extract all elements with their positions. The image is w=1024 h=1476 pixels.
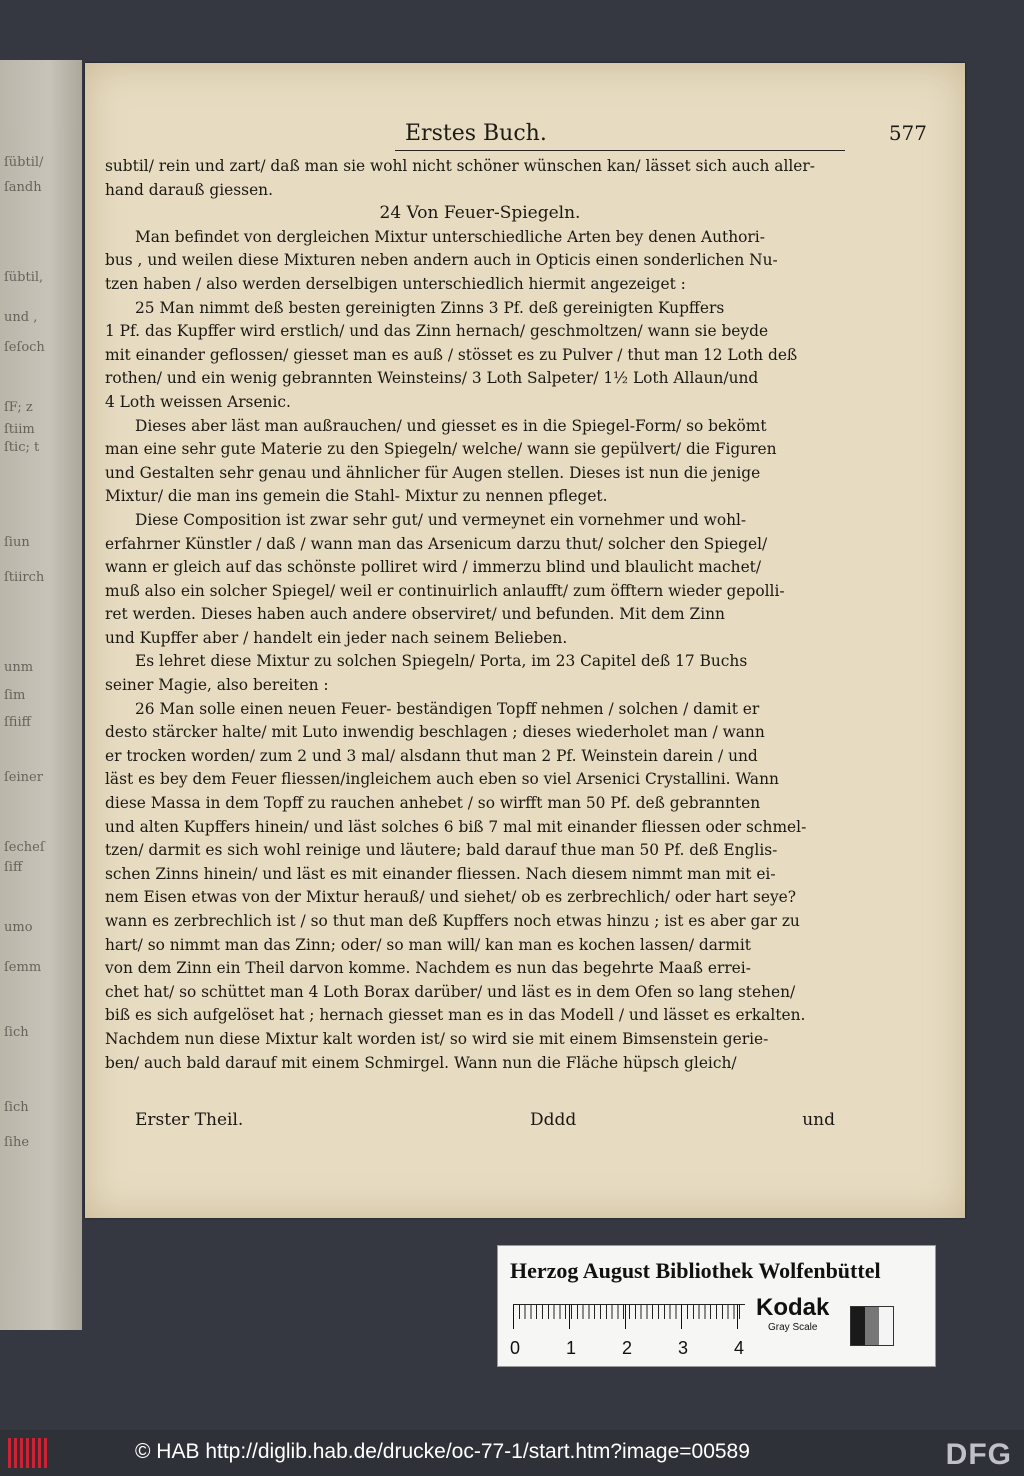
text-line: er trocken worden/ zum 2 und 3 mal/ alsdann thut man 2 Pf. Weinstein darein / und	[105, 746, 758, 765]
gray-scale-label: Gray Scale	[768, 1322, 818, 1333]
text-line: subtil/ rein und zart/ daß man sie wohl nicht schöner wünschen kan/ lässet sich auch aller-	[105, 157, 815, 175]
text-line: man eine sehr gute Materie zu den Spiegeln/ welche/ wann sie gepülvert/ die Figuren	[105, 440, 777, 459]
viewer-footer	[0, 1430, 1024, 1476]
text-line: und alten Kupffers hinein/ und läst solches 6 biß 7 mal mit einander fliessen oder schmel-	[105, 817, 807, 836]
text-line: 26 Man solle einen neuen Feuer- beständigen Topff nehmen / solchen / damit er	[135, 699, 760, 718]
library-label	[497, 1245, 936, 1367]
text-line: schen Zinns hinein/ und läst es mit einander fliessen. Nach diesem nimmt man mit ei-	[105, 864, 776, 883]
running-title: Erstes Buch.	[405, 121, 547, 146]
text-line: ret werden. Dieses haben auch andere observiret/ und befunden. Mit dem Zinn	[105, 605, 725, 624]
text-line: wann er gleich auf das schönste polliret wird / immerzu blind und blaulicht machet/	[105, 558, 762, 577]
text-line: mit einander geflossen/ giesset man es auß / stösset es zu Pulver / thut man 12 Loth deß	[105, 345, 798, 364]
text-line: hart/ so nimmt man das Zinn; oder/ so man will/ kan man es kochen lassen/ darmit	[105, 935, 751, 954]
source-link[interactable]: © HAB http://diglib.hab.de/drucke/oc-77-1/start.htm?image=00589	[135, 1440, 750, 1463]
book-page	[85, 63, 965, 1218]
section-heading: 24 Von Feuer-Spiegeln.	[379, 203, 581, 224]
text-line: 25 Man nimmt deß besten gereinigten Zinns 3 Pf. deß gereinigten Kupffers	[135, 298, 725, 317]
text-line: Man befindet von dergleichen Mixtur unterschiedliche Arten bey denen Authori-	[135, 227, 765, 246]
text-line: Nachdem nun diese Mixtur kalt worden ist/ so wird sie mit einem Bimsenstein gerie-	[105, 1029, 769, 1048]
text-line: hand darauß giessen.	[105, 180, 273, 199]
gray-patch	[879, 1307, 893, 1345]
text-line: und Kupffer aber / handelt ein jeder nach seinem Belieben.	[105, 628, 568, 647]
signature-mark: Dddd	[530, 1110, 577, 1130]
text-line: und Gestalten sehr genau und ähnlicher für Augen stellen. Dieses ist nun die jenige	[105, 463, 761, 482]
text-line: erfahrner Künstler / daß / wann man das Arsenicum darzu thut/ solcher den Spiegel/	[105, 534, 768, 553]
catchline	[135, 1110, 835, 1136]
scale-ruler	[513, 1304, 745, 1335]
ruler-number: 2	[622, 1338, 633, 1358]
text-line: läst es bey dem Feuer fliessen/ingleichem auch eben so viel Arsenici Crystallini. Wann	[105, 770, 779, 789]
page-number: 577	[888, 121, 927, 145]
previous-page-edge: ſübtil/ ſandh ſübtil, und , ſeſoch ſF; z ſtiim ſtic; t ſiun ſtiirch unm ſim ſfiiff ſeiner ſecheſ ſiff umo ſemm ſich ſich ſihe	[0, 60, 82, 1330]
hab-logo-icon	[8, 1438, 48, 1468]
text-line: wann es zerbrechlich ist / so thut man deß Kupffers noch etwas hinzu ; ist es aber gar zu	[105, 912, 800, 930]
text-line: von dem Zinn ein Theil darvon komme. Nachdem es nun das begehrte Maaß errei-	[105, 959, 751, 978]
text-line: bus , und weilen diese Mixturen neben andern auch in Opticis einen sonderlichen Nu-	[105, 251, 778, 270]
page-header	[105, 121, 945, 151]
text-line: nem Eisen etwas von der Mixtur herauß/ und siehet/ ob es zerbrechlich/ oder hart seye?	[105, 888, 797, 907]
text-line: rothen/ und ein wenig gebrannten Weinsteins/ 3 Loth Salpeter/ 1½ Loth Allaun/und	[105, 369, 759, 388]
ruler-number: 4	[734, 1338, 745, 1358]
text-line: biß es sich aufgelöset hat ; hernach giesset man es in das Modell / und lässet es erkalten.	[105, 1006, 806, 1025]
text-line: Mixtur/ die man ins gemein die Stahl- Mixtur zu nennen pfleget.	[105, 487, 608, 506]
text-line: chet hat/ so schüttet man 4 Loth Borax darüber/ und läst es in dem Ofen so lang stehen/	[105, 982, 796, 1001]
text-line: tzen/ darmit es sich wohl reinige und läutere; bald darauf thue man 50 Pf. deß Englis-	[105, 841, 778, 860]
text-line: desto stärcker halte/ mit Luto inwendig beschlagen ; dieses wiederholet man / wann	[105, 723, 765, 742]
volume-note: Erster Theil.	[135, 1110, 244, 1130]
text-line: ben/ auch bald darauf mit einem Schmirgel. Wann nun die Fläche hüpsch gleich/	[105, 1053, 737, 1072]
text-line: 4 Loth weissen Arsenic.	[105, 392, 291, 411]
text-line: diese Massa in dem Topff zu rauchen anhebet / so wirfft man 50 Pf. deß gebrannten	[105, 794, 761, 813]
catchword: und	[802, 1110, 835, 1130]
ruler-number: 3	[678, 1338, 689, 1358]
library-name: Herzog August Bibliothek Wolfenbüttel	[510, 1258, 881, 1283]
ruler-number: 0	[510, 1338, 521, 1358]
ruler-number: 1	[566, 1338, 577, 1358]
text-line: Es lehret diese Mixtur zu solchen Spiegeln/ Porta, im 23 Capitel deß 17 Buchs	[135, 652, 748, 671]
gray-patch	[865, 1307, 879, 1345]
text-line: Diese Composition ist zwar sehr gut/ und vermeynet ein vornehmer und wohl-	[135, 510, 747, 529]
gray-patch	[851, 1307, 865, 1345]
dfg-logo: DFG	[945, 1438, 1012, 1471]
text-line: Dieses aber läst man außrauchen/ und giesset es in die Spiegel-Form/ so bekömt	[135, 416, 767, 435]
text-line: 1 Pf. das Kupffer wird erstlich/ und das Zinn hernach/ geschmoltzen/ wann sie beyde	[105, 322, 769, 341]
text-line: tzen haben / also werden derselbigen unterschiedlich hiermit angezeiget :	[105, 274, 686, 293]
text-line: muß also ein solcher Spiegel/ weil er continuirlich anlaufft/ zum öfftern wieder gepolli-	[105, 581, 785, 600]
gray-scale-patches	[850, 1306, 894, 1346]
text-block	[105, 155, 855, 1075]
kodak-logo: Kodak	[756, 1294, 830, 1321]
header-rule	[395, 150, 845, 151]
text-line: seiner Magie, also bereiten :	[105, 676, 329, 695]
